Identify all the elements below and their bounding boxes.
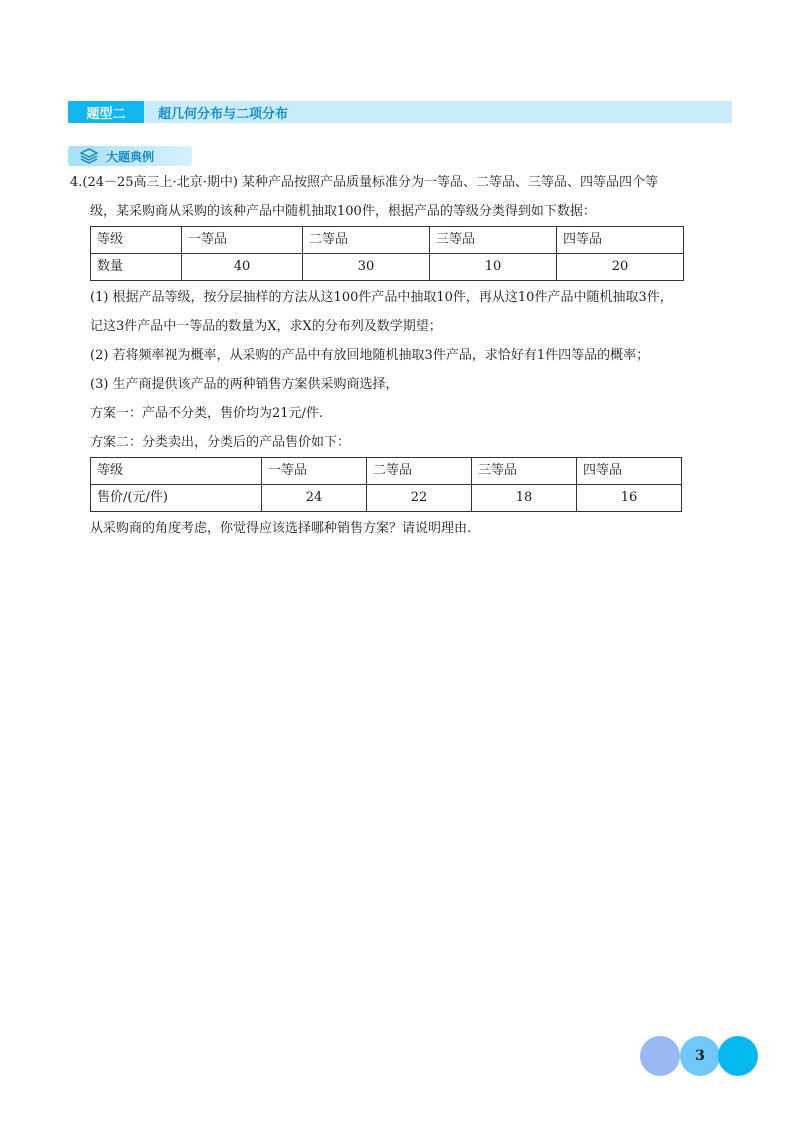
problem-source: (24－25高三上·北京·期中) xyxy=(82,175,238,190)
table-row-label: 数量 xyxy=(91,254,182,281)
badge-circle xyxy=(640,1036,680,1076)
price-table xyxy=(90,457,682,512)
quantity-table xyxy=(90,226,684,281)
problem-4 xyxy=(70,168,742,543)
table-header-cell: 一等品 xyxy=(262,458,367,485)
closing-question: 从采购商的角度考虑，你觉得应该选择哪种销售方案？请说明理由. xyxy=(90,521,472,536)
table-cell: 18 xyxy=(472,485,577,512)
table-row xyxy=(91,485,682,512)
question-2: (2) 若将频率视为概率，从采购的产品中有放回地随机抽取3件产品，求恰好有1件四等品的概率； xyxy=(90,348,650,363)
plan-1: 方案一：产品不分类，售价均为21元/件. xyxy=(90,406,324,421)
table-cell: 20 xyxy=(557,254,684,281)
badge-circle xyxy=(718,1036,758,1076)
subsection-tab xyxy=(68,146,192,166)
table-cell: 24 xyxy=(262,485,367,512)
table-row xyxy=(91,458,682,485)
problem-number: 4. xyxy=(70,175,83,190)
table-header-cell: 二等品 xyxy=(303,227,430,254)
table-header-cell: 三等品 xyxy=(472,458,577,485)
question-1-line2: 记这3件产品中一等品的数量为X，求X的分布列及数学期望； xyxy=(90,319,442,334)
question-1-line1: (1) 根据产品等级，按分层抽样的方法从这100件产品中抽取10件，再从这10件产品中随机抽取3件， xyxy=(90,290,673,305)
table-row-label: 售价/(元/件) xyxy=(91,485,262,512)
table-header-cell: 二等品 xyxy=(367,458,472,485)
subsection-label: 大题典例 xyxy=(106,149,155,164)
table-header-cell: 三等品 xyxy=(430,227,557,254)
section-header xyxy=(68,101,732,123)
plan-2: 方案二：分类卖出，分类后的产品售价如下： xyxy=(90,435,351,450)
table-cell: 22 xyxy=(367,485,472,512)
table-cell: 10 xyxy=(430,254,557,281)
table-header-cell: 四等品 xyxy=(577,458,682,485)
problem-intro-line1 xyxy=(70,168,742,197)
table-header-cell: 等级 xyxy=(91,227,182,254)
page-number-badge xyxy=(640,1036,760,1076)
problem-text-line1: 某种产品按照产品质量标准分为一等品、二等品、三等品、四等品四个等 xyxy=(242,175,659,190)
page-number: 3 xyxy=(695,1048,705,1064)
table-header-cell: 四等品 xyxy=(557,227,684,254)
section-title: 超几何分布与二项分布 xyxy=(158,106,289,122)
problem-text-line2: 级，某采购商从采购的该种产品中随机抽取100件，根据产品的等级分类得到如下数据： xyxy=(90,204,596,219)
table-cell: 16 xyxy=(577,485,682,512)
layers-icon xyxy=(80,148,98,164)
table-header-cell: 等级 xyxy=(91,458,262,485)
table-cell: 30 xyxy=(303,254,430,281)
table-cell: 40 xyxy=(182,254,303,281)
question-3: (3) 生产商提供该产品的两种销售方案供采购商选择， xyxy=(90,377,399,392)
table-row xyxy=(91,254,684,281)
table-row xyxy=(91,227,684,254)
section-tag: 题型二 xyxy=(68,101,144,123)
table-header-cell: 一等品 xyxy=(182,227,303,254)
